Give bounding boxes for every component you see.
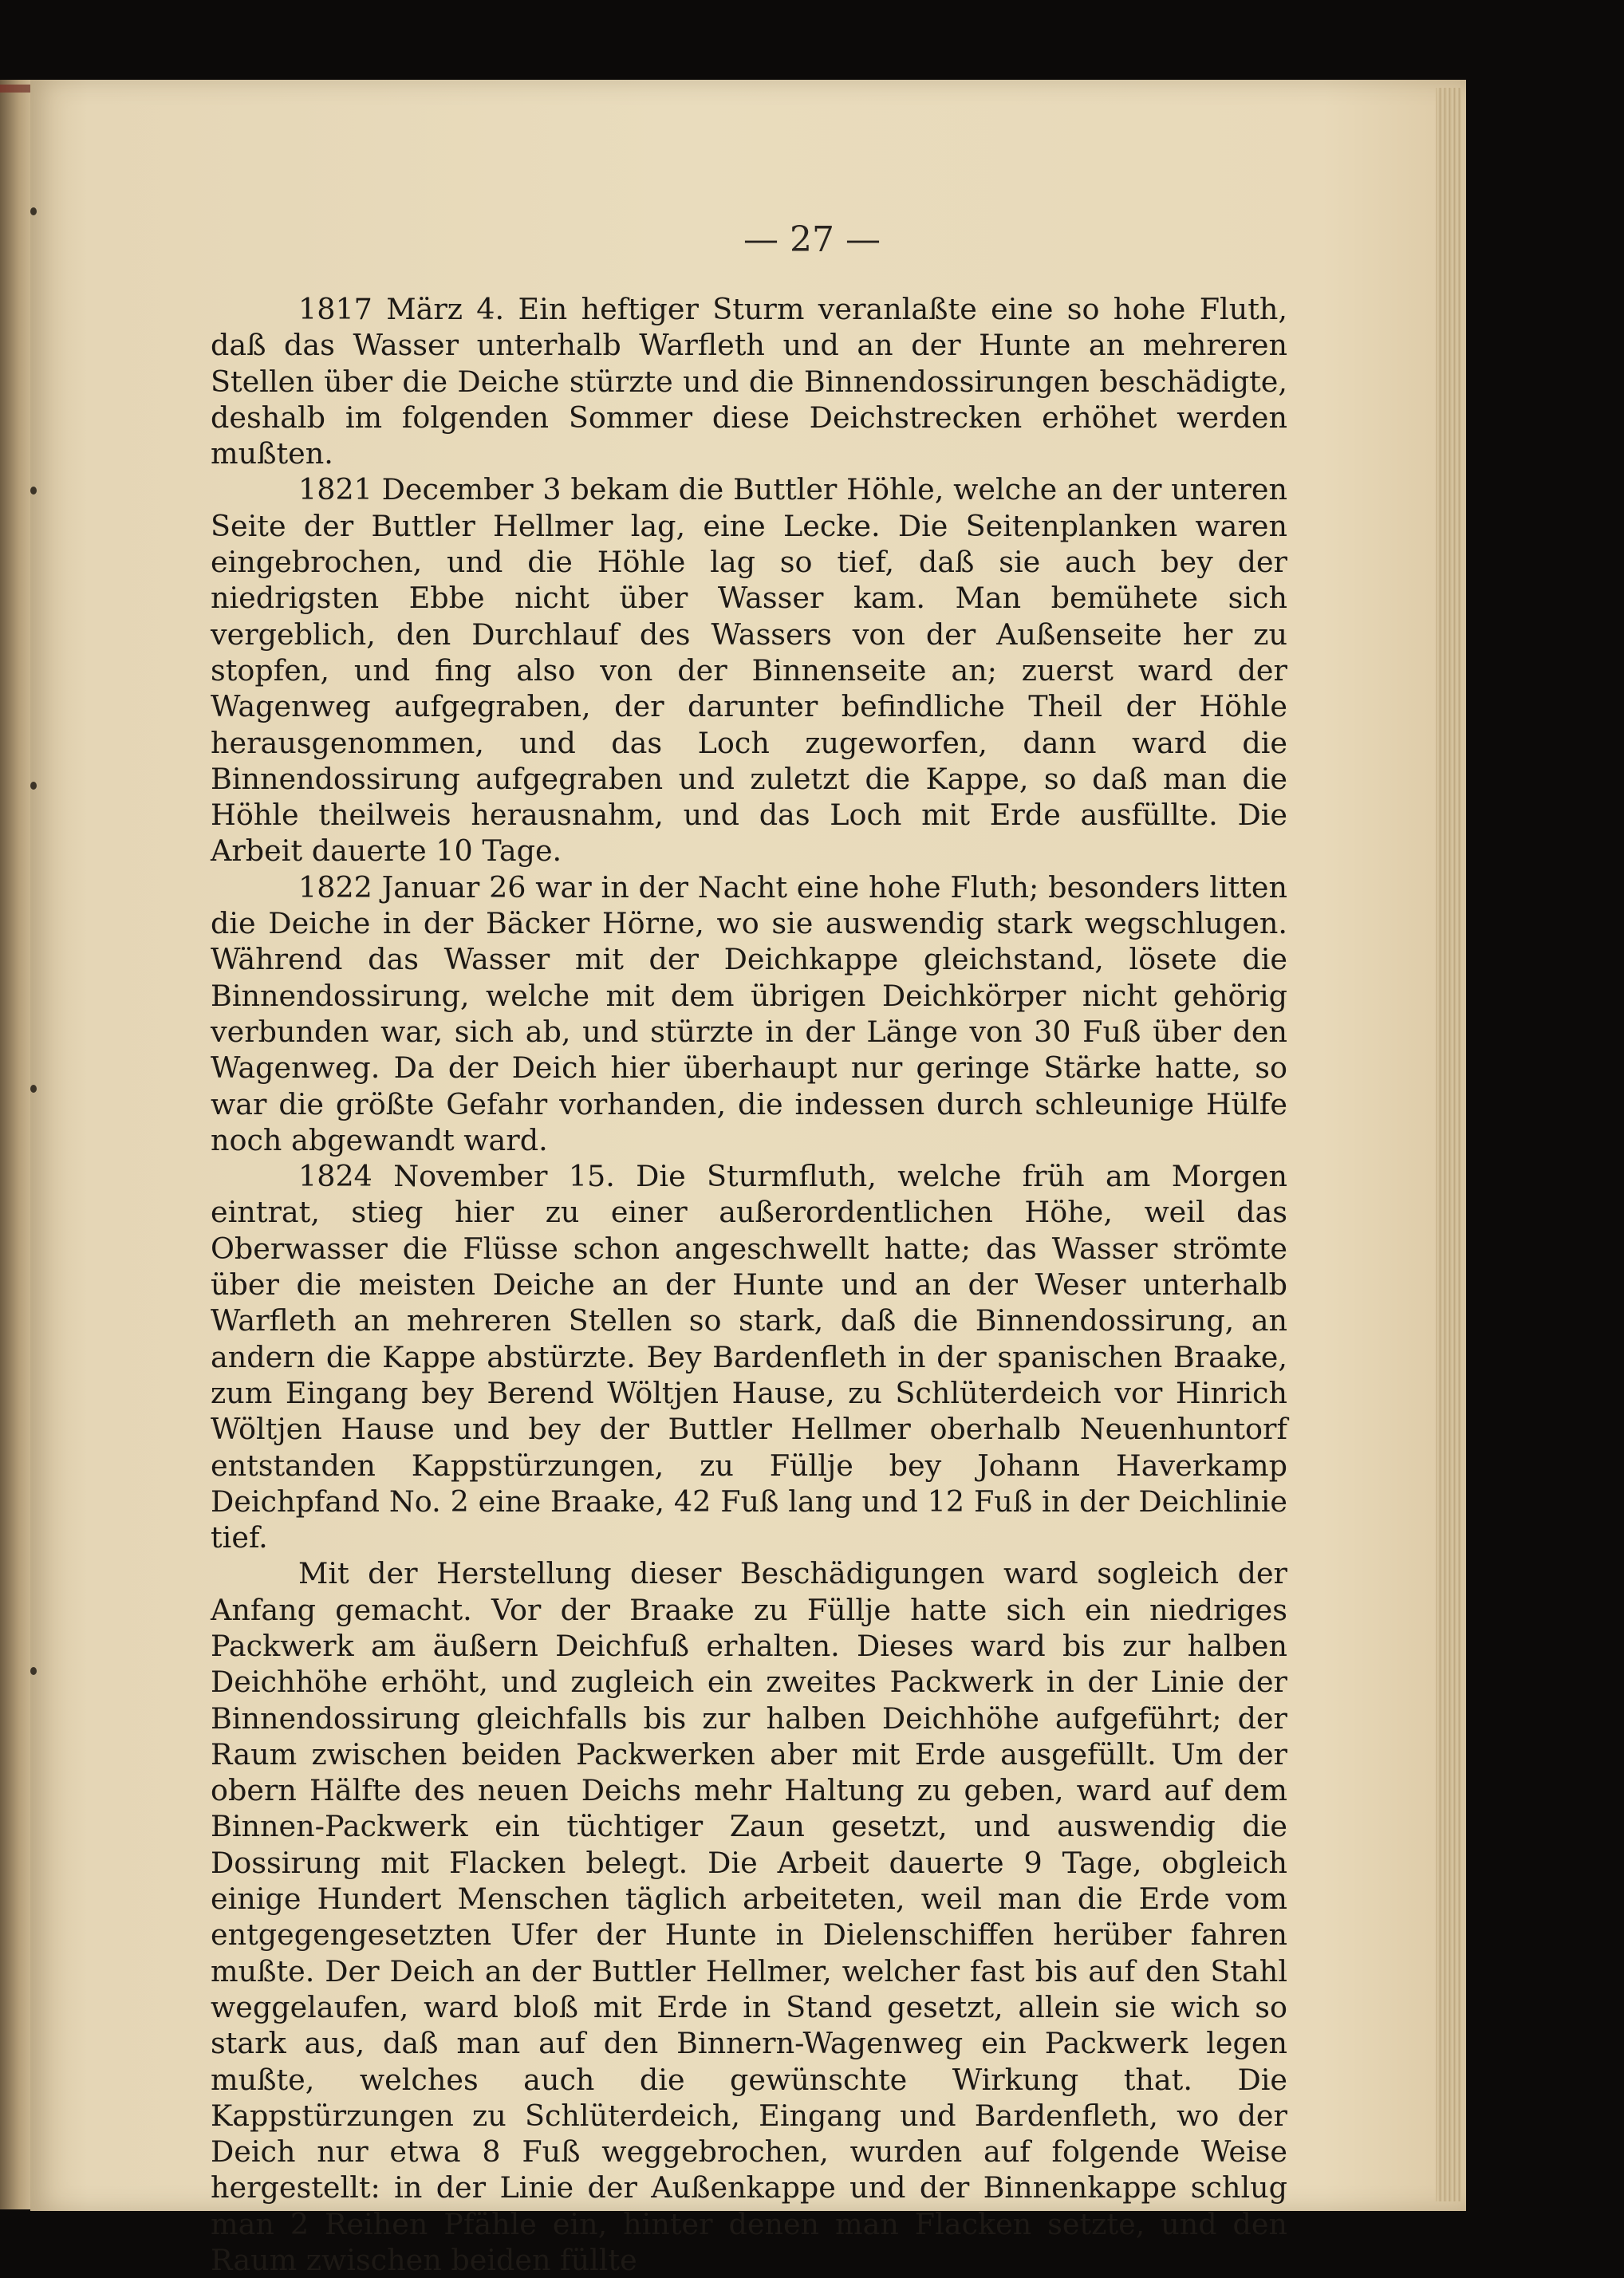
binding-hole: [30, 487, 37, 495]
binding-hole: [30, 1085, 37, 1093]
binding-hole: [30, 207, 37, 215]
binding-hole: [30, 1667, 37, 1675]
paragraph-1817: 1817 März 4. Ein heftiger Sturm veranlaßte eine so hohe Fluth, daß das Wasser unterhalb Warfleth und an der Hunte an mehreren Stellen über die Deiche stürzte und die Binnendossirungen beschädigte, deshalb im folgenden Sommer diese Deichstrecken erhöhet werden mußten.: [211, 292, 1287, 471]
paragraph-1821: 1821 December 3 bekam die Buttler Höhle, welche an der unteren Seite der Buttler Hellmer lag, eine Lecke. Die Seitenplanken waren eingebrochen, und die Höhle lag so tief, daß sie auch bey der niedrigsten Ebbe nicht über Wasser kam. Man bemühete sich vergeblich, den Durchlauf des Wassers von der Außenseite her zu stopfen, und fing also von der Binnenseite an; zuerst ward der Wagenweg aufgegraben, der darunter befindliche Theil der Höhle herausgenommen, und das Loch zugeworfen, dann ward die Binnendossirung aufgegraben und zuletzt die Kappe, so daß man die Höhle theilweis herausnahm, und das Loch mit Erde ausfüllte. Die Arbeit dauerte 10 Tage.: [211, 472, 1287, 869]
paragraph-1822: 1822 Januar 26 war in der Nacht eine hohe Fluth; besonders litten die Deiche in der Bäcker Hörne, wo sie auswendig stark wegschlugen. Während das Wasser mit der Deichkappe gleichstand, lösete die Binnendossirung, welche mit dem übrigen Deichkörper nicht gehörig verbunden war, sich ab, und stürzte in der Länge von 30 Fuß über den Wagenweg. Da der Deich hier überhaupt nur geringe Stärke hatte, so war die größte Gefahr vorhanden, die indessen durch schleunige Hülfe noch abgewandt ward.: [211, 869, 1287, 1157]
binding-hole: [30, 782, 37, 790]
body-text: [211, 291, 1287, 2278]
paragraph-repairs: Mit der Herstellung dieser Beschädigungen ward sogleich der Anfang gemacht. Vor der Braake zu Füllje hatte sich ein niedriges Packwerk am äußern Deichfuß erhalten. Dieses ward bis zur halben Deichhöhe erhöht, und zugleich ein zweites Packwerk in der Linie der Binnendossirung gleichfalls bis zur halben Deichhöhe aufgeführt; der Raum zwischen beiden Packwerken aber mit Erde ausgefüllt. Um der obern Hälfte des neuen Deichs mehr Haltung zu geben, ward auf dem Binnen-Packwerk ein tüchtiger Zaun gesetzt, und auswendig die Dossirung mit Flacken belegt. Die Arbeit dauerte 9 Tage, obgleich einige Hundert Menschen täglich arbeiteten, weil man die Erde vom entgegengesetzten Ufer der Hunte in Dielenschiffen herüber fahren mußte. Der Deich an der Buttler Hellmer, welcher fast bis auf den Stahl weggelaufen, ward bloß mit Erde in Stand gesetzt, allein sie wich so stark aus, daß man auf den Binnern-Wagenweg ein Packwerk legen mußte, welches auch die gewünschte Wirkung that. Die Kappstürzungen zu Schlüterdeich, Eingang und Bardenfleth, wo der Deich nur etwa 8 Fuß weggebrochen, wurden auf folgende Weise hergestellt: in der Linie der Außenkappe und der Binnenkappe schlug man 2 Reihen Pfähle ein, hinter denen man Flacken setzte, und den Raum zwischen beiden füllte: [211, 1556, 1287, 2278]
left-page-edge: [0, 80, 32, 2209]
page-number: — 27 —: [743, 219, 881, 260]
page-edge-stack: [1436, 88, 1461, 2201]
paragraph-1824: 1824 November 15. Die Sturmfluth, welche früh am Morgen eintrat, stieg hier zu einer außerordentlichen Höhe, weil das Oberwasser die Flüsse schon angeschwellt hatte; das Wasser strömte über die meisten Deiche an der Hunte und an der Weser unterhalb Warfleth an mehreren Stellen so stark, daß die Binnendossirung, an andern die Kappe abstürzte. Bey Bardenfleth in der spanischen Braake, zum Eingang bey Berend Wöltjen Hause, zu Schlüterdeich vor Hinrich Wöltjen Hause und bey der Buttler Hellmer oberhalb Neuenhuntorf entstanden Kappstürzungen, zu Füllje bey Johann Haverkamp Deichpfand No. 2 eine Braake, 42 Fuß lang und 12 Fuß in der Deichlinie tief.: [211, 1159, 1287, 1555]
